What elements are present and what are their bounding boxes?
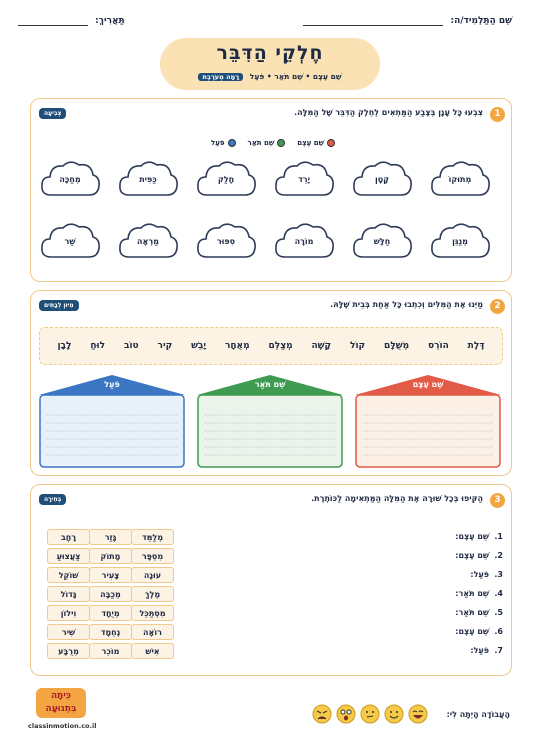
cloud-word[interactable]: [39, 217, 101, 263]
choice-option[interactable]: רוֹאָה: [131, 624, 174, 640]
legend-item-verb: פֹּעַל: [211, 139, 236, 147]
cloud-word[interactable]: [195, 155, 257, 201]
cloud-word-label: שַׁר: [64, 237, 76, 246]
student-name-field[interactable]: [303, 16, 512, 26]
brand-logo: כִּיתָה בִּתְנוּעָה: [36, 688, 86, 718]
choice-row: [45, 567, 503, 584]
choice-row: [45, 624, 503, 641]
row-number: 7.: [494, 646, 503, 655]
choice-option[interactable]: מִסְפָּר: [131, 548, 174, 564]
choice-option[interactable]: מְיֻחָד: [89, 605, 132, 621]
word-bank-item: לוּחַ: [90, 341, 106, 351]
word-bank-item: קָשֶׁה: [311, 341, 332, 351]
row-category: שֵׁם עֶצֶם:: [455, 627, 489, 636]
sorting-house[interactable]: [195, 373, 345, 469]
house-label: שֵׁם עֶצֶם: [412, 380, 444, 389]
header-row: [18, 16, 512, 32]
section-instruction: הַקִּיפוּ בְּכָל שׁוּרָה אֶת הַמִּלָּה הַמַּתְאִימָה לַכּוֹתֶרֶת.: [311, 494, 483, 503]
date-field[interactable]: [18, 16, 125, 26]
cloud-word-label: מְנַגֵּן: [452, 237, 468, 246]
choice-option[interactable]: צַעֲצוּעַ: [47, 548, 90, 564]
student-name-line[interactable]: [303, 25, 443, 26]
color-legend: [211, 139, 335, 147]
section-number: 1: [490, 107, 505, 122]
house-label: שֵׁם תֹּאַר: [254, 380, 286, 389]
cloud-word[interactable]: [273, 155, 335, 201]
choice-option[interactable]: גָּזַר: [89, 529, 132, 545]
row-category: פֹּעַל:: [470, 570, 489, 579]
choice-option[interactable]: שִׁיר: [47, 624, 90, 640]
cloud-word-label: מַרְאָה: [137, 237, 159, 246]
word-bank-item: קִיר: [157, 341, 173, 351]
section-instruction: מַיְּנוּ אֶת הַמִּלִּים וְכִתְבוּ כָּל אַחַת בְּבֵית שֶׁלָּהּ.: [330, 300, 483, 309]
cloud-word[interactable]: [351, 217, 413, 263]
section-tag: בְּחִירָה: [39, 494, 66, 505]
row-category: שֵׁם עֶצֶם:: [455, 532, 489, 541]
shocked-face-icon[interactable]: [336, 704, 356, 724]
row-number: 1.: [494, 532, 503, 541]
legend-item-noun: שֵׁם עֶצֶם: [297, 139, 335, 147]
choice-option[interactable]: גָּדוֹל: [47, 586, 90, 602]
cloud-word-label: מוֹרָה: [294, 237, 314, 246]
cloud-word[interactable]: [195, 217, 257, 263]
choice-option[interactable]: מִסְתַּכֵּל: [131, 605, 174, 621]
section-coloring: [30, 98, 512, 282]
cloud-word[interactable]: [429, 155, 491, 201]
crying-face-icon[interactable]: [312, 704, 332, 724]
section-sorting: [30, 290, 512, 476]
worksheet-title: חֶלְקֵי הַדִּבֵּר: [216, 42, 324, 64]
date-line[interactable]: [18, 25, 88, 26]
row-category: שֵׁם תֹּאַר:: [455, 589, 489, 598]
worksheet-subtitle: [160, 72, 380, 81]
green-dot-icon: [277, 139, 285, 147]
cloud-word-label: מְתוּקוֹ: [448, 175, 472, 184]
blue-dot-icon: [228, 139, 236, 147]
row-number: 3.: [494, 570, 503, 579]
word-bank-item: לָבָן: [57, 341, 72, 351]
laughing-face-icon[interactable]: [408, 704, 428, 724]
word-bank-item: קוֹל: [350, 341, 366, 351]
sorting-house[interactable]: [353, 373, 503, 469]
row-number: 2.: [494, 551, 503, 560]
cloud-word[interactable]: [117, 155, 179, 201]
cloud-word[interactable]: [39, 155, 101, 201]
cloud-word-label: חַלָּשׁ: [373, 237, 391, 246]
choice-option[interactable]: מֶלֶךְ: [131, 586, 174, 602]
section-number: 2: [490, 299, 505, 314]
word-bank-item: דֶּלֶת: [467, 341, 485, 351]
word-bank-item: יָבֵשׁ: [191, 341, 207, 351]
title-banner: [160, 38, 380, 90]
choice-option[interactable]: רָחָב: [47, 529, 90, 545]
section-choice: [30, 484, 512, 676]
word-bank-item: מְשֻׁלָּם: [384, 341, 410, 351]
choice-option[interactable]: מְכַבָּה: [89, 586, 132, 602]
choice-option[interactable]: וִילוֹן: [47, 605, 90, 621]
student-name-label: שֵׁם הַתַּלְמִיד/ה:: [450, 16, 512, 26]
choice-option[interactable]: נֶחְמָד: [89, 624, 132, 640]
section-number: 3: [490, 493, 505, 508]
row-category: פֹּעַל:: [470, 646, 489, 655]
cloud-word[interactable]: [351, 155, 413, 201]
row-number: 5.: [494, 608, 503, 617]
cloud-word[interactable]: [117, 217, 179, 263]
choice-row: [45, 548, 503, 565]
rating-label: הָעֲבוֹדָה הָיְתָה לִי:: [446, 710, 510, 719]
subtitle-text: שֵׁם עֶצֶם • שֵׁם תֹּאַר • פֹּעַל: [249, 72, 342, 81]
choice-option[interactable]: עוּגָה: [131, 567, 174, 583]
choice-option[interactable]: אִישׁ: [131, 643, 174, 659]
cloud-word-label: מְחַכָּה: [59, 175, 81, 184]
choice-option[interactable]: מוֹכֵר: [89, 643, 132, 659]
level-badge: רָמָה מְעֹרֶבֶת: [198, 73, 243, 81]
choice-option[interactable]: שׁוֹקֵל: [47, 567, 90, 583]
word-bank-item: מְצַלֵּם: [268, 341, 293, 351]
choice-option[interactable]: מָתוֹק: [89, 548, 132, 564]
section-tag: צְבִיעָה: [39, 108, 66, 119]
cloud-word[interactable]: [273, 217, 335, 263]
cloud-word-label: כַּפִּית: [139, 175, 157, 184]
word-bank-item: מְאֻחָר: [224, 341, 250, 351]
word-bank: [39, 327, 503, 365]
section-instruction: צִבְעוּ כָּל עָנָן בְּצֶבַע הַמַּתְאִים לְחֵלֶק הַדִּבֵּר שֶׁל הַמִּלָּה.: [294, 108, 483, 117]
house-label: פֹּעַל: [104, 380, 120, 389]
row-number: 6.: [494, 627, 503, 636]
thinking-face-icon[interactable]: [360, 704, 380, 724]
word-bank-item: הוֹרֵס: [427, 341, 449, 351]
choice-row: [45, 586, 503, 603]
row-number: 4.: [494, 589, 503, 598]
choice-option[interactable]: מְלַמֵּד: [131, 529, 174, 545]
cloud-word-label: חָלַק: [217, 175, 235, 184]
choice-option[interactable]: צָעִיר: [89, 567, 132, 583]
section-tag: מִיּוּן לְבָתִּים: [39, 300, 79, 311]
row-category: שֵׁם עֶצֶם:: [455, 551, 489, 560]
site-url: classinmotion.co.il: [28, 722, 97, 730]
choice-row: [45, 605, 503, 622]
sorting-house[interactable]: [37, 373, 187, 469]
date-label: תַּאֲרִיךְ:: [95, 16, 125, 26]
choice-row: [45, 529, 503, 546]
choice-option[interactable]: מְרֻבָּע: [47, 643, 90, 659]
red-dot-icon: [327, 139, 335, 147]
cloud-word-label: קָטָן: [374, 175, 390, 184]
word-bank-item: טוֹב: [123, 341, 139, 351]
smiling-face-icon[interactable]: [384, 704, 404, 724]
cloud-word-label: סִפּוּר: [216, 237, 236, 246]
row-category: שֵׁם תֹּאַר:: [455, 608, 489, 617]
cloud-word-label: יָרֵד: [298, 175, 310, 184]
cloud-word[interactable]: [429, 217, 491, 263]
legend-item-adjective: שֵׁם תֹּאַר: [248, 139, 286, 147]
choice-row: [45, 643, 503, 660]
